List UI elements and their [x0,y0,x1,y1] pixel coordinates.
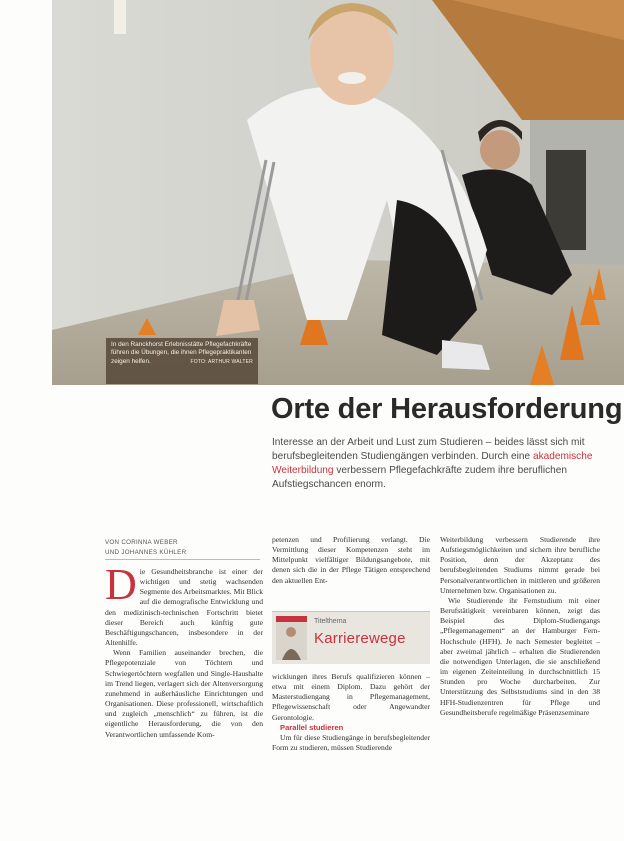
col2-paragraph-2: wicklungen ihres Berufs qualifizieren können – etwa mit einem Diplom. Dazu gehört der Masterstudiengang in Pflegemanagement, Pflegewissenschaft oder Angewandter Gerontologie. [272,672,430,722]
theme-box-title: Karrierewege [314,630,406,647]
hero-photo [52,0,624,385]
col2-paragraph-3: Um für diese Studiengänge in berufsbegleitender Form zu studieren, müssen Studierende [272,732,430,753]
byline [105,538,260,560]
theme-box-thumbnail-bar [276,616,307,622]
theme-box-thumbnail [276,616,307,660]
col3-paragraph-1: Weiterbildung verbessern Studierende ihre Aufstiegsmöglichkeiten und sichern ihre berufliche Position, denn der Akzeptanz des berufsbegleitenden Studiums nimmt gerade bei Personalverantwortlichen in mittleren und größeren Unternehmen bzw. Organisationen zu. [440,535,600,595]
intro-text-2: verbessern Pflegefachkräfte zudem ihre beruflichen Aufstiegschancen enorm. [272,465,567,490]
col2-paragraph-1: petenzen und Profilierung verlangt. Die Vermittlung dieser Kompetenzen steht im Mittelpunkt vielfältiger Bildungsangebote, mit denen sich die in der Pflege Tätigen entsprechend den aktuellen Ent- [272,535,430,585]
hero-photo-illustration [52,0,624,385]
article-headline: Orte der Herausforderung [271,393,623,425]
article-column-2-continued [272,672,430,753]
theme-box-kicker: Titelthema [314,618,347,625]
byline-line-1: VON CORINNA WEBER [105,539,178,546]
article-column-1 [105,560,263,740]
drop-cap: D [105,560,137,609]
intro-highlight: akademische Weiterbildung [272,451,593,476]
article-column-2 [272,535,430,586]
col1-paragraph-1-text: ie Gesundheitsbranche ist einer der wichtigen und stetig wachsenden Segmente des Arbeitsmarktes. Mit Blick auf die demografische Entwicklung und den medizinisch-technischen Fortschritt bietet dieser Bereich auch künftig gute Beschäftigungschancen, insbesondere in der Altenhilfe. [105,567,263,648]
col1-paragraph-2: Wenn Familien auseinander brechen, die Pflegepotenziale von Töchtern und Schwiegertöchtern wegfallen und Single-Haushalte im Trend liegen, verlagert sich der Altenversorgung zunehmend in außerhäusliche Einrichtungen und Organisationen. Diese professionell, wirtschaftlich und zugleich „menschlich“ zu führen, ist die eigentliche Herausforderung, die von den Verantwortlichen umfassende Kom- [105,648,263,739]
col1-paragraph-1 [105,560,263,648]
theme-box [272,611,430,664]
photo-caption-text: In den Ranckhorst Erlebnisstätte Pflegefachkräfte führen die Übungen, die ihnen Pflegepraktikanten zeigen helfen. [111,341,252,365]
photo-caption [106,338,258,384]
col3-paragraph-2: Wie Studierende ihr Fernstudium mit einer Berufstätigkeit vereinbaren können, zeigt das Beispiel des Diplom-Studiengangs „Pflegemanagement“ an der Hamburger Fern-Hochschule (HFH). Je nach Semester begleitet – aber zweimal jährlich – erhalten die Studierenden die notwendigen Unterlagen, die sie anschließend im eigenen Zeiteinteilung in durchschnittlich 15 Stunden pro Woche durcharbeiten. Zur Unterstützung des Selbststudiums sind in den 38 HFH-Studienzentren für Pflege und Gesundheitsberufe regelmäßige Präsenzseminare [440,595,600,717]
person-icon [276,616,307,660]
intro-text-1: Interesse an der Arbeit und Lust zum Studieren – beides lässt sich mit berufsbegleitenden Studiengängen verbinden. Durch eine [272,437,585,462]
article-column-3 [440,535,600,718]
photo-credit: FOTO: ARTHUR WALTER [190,358,253,365]
subhead-parallel-studieren: Parallel studieren [280,722,344,732]
byline-line-2: UND JOHANNES KÜHLER [105,549,187,556]
article-intro [272,436,602,492]
